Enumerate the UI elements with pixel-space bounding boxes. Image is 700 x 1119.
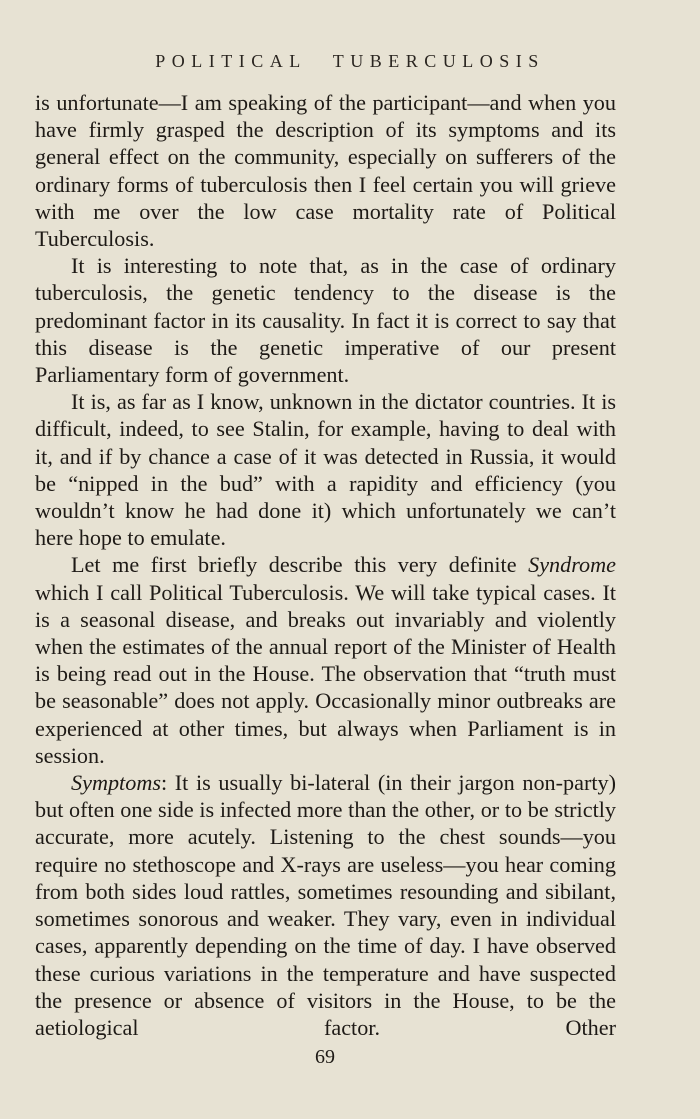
paragraph-1: is unfortunate—I am speaking of the participant—and when you have firmly grasped the description of its symptoms and its general effect on the community, especially on sufferers of the ordinary forms of tuberculosis then I feel certain you will grieve with me over the low case mortality rate of Political Tuberculosis. xyxy=(35,90,616,252)
running-head-word-1: POLITICAL xyxy=(155,51,307,71)
paragraph-4 xyxy=(35,551,616,769)
body-text xyxy=(35,89,616,1041)
paragraph-5-rest: : It is usually bi-lateral (in their jargon non-party) but often one side is infected more than the other, or to be strictly accurate, more acutely. Listening to the chest sounds—you require no stethoscope and X-rays are useless—you hear coming from both sides loud rattles, sometimes resounding and sibilant, sometimes sonorous and weaker. They vary, even in individual cases, apparently depending on the time of day. I have observed these curious variations in the temperature and have suspected the presence or absence of visitors in the House, to be the aetiological factor. Other xyxy=(35,770,616,1040)
paragraph-5 xyxy=(35,769,616,1041)
paragraph-4-lead: Let me first briefly describe this very definite xyxy=(71,552,529,578)
symptoms-term: Symptoms xyxy=(71,770,161,796)
page-number: 69 xyxy=(315,1046,335,1068)
paragraph-3: It is, as far as I know, unknown in the dictator countries. It is difficult, indeed, to see Stalin, for example, having to deal with it, and if by chance a case of it was detected in Russia, it would be “nipped in the bud” with a rapidity and efficiency (you wouldn’t know he had done it) which unfortunately we can’t here hope to emulate. xyxy=(35,389,616,551)
running-head-word-2: TUBERCULOSIS xyxy=(332,51,545,71)
paragraph-4-rest: which I call Political Tuberculosis. We will take typical cases. It is a seasonal disease, and breaks out invariably and violently when the estimates of the annual report of the Minister of Health is being read out in the House. The observation that “truth must be seasonable” does not apply. Occasionally minor outbreaks are experienced at other times, but always when Parliament is in session. xyxy=(35,579,616,768)
running-head xyxy=(0,51,700,72)
paragraph-2: It is interesting to note that, as in the case of ordinary tuberculosis, the genetic tendency to the disease is the predominant factor in its causality. In fact it is correct to say that this disease is the genetic imperative of our present Parliamentary form of government. xyxy=(35,253,616,388)
syndrome-term: Syndrome xyxy=(528,552,616,578)
